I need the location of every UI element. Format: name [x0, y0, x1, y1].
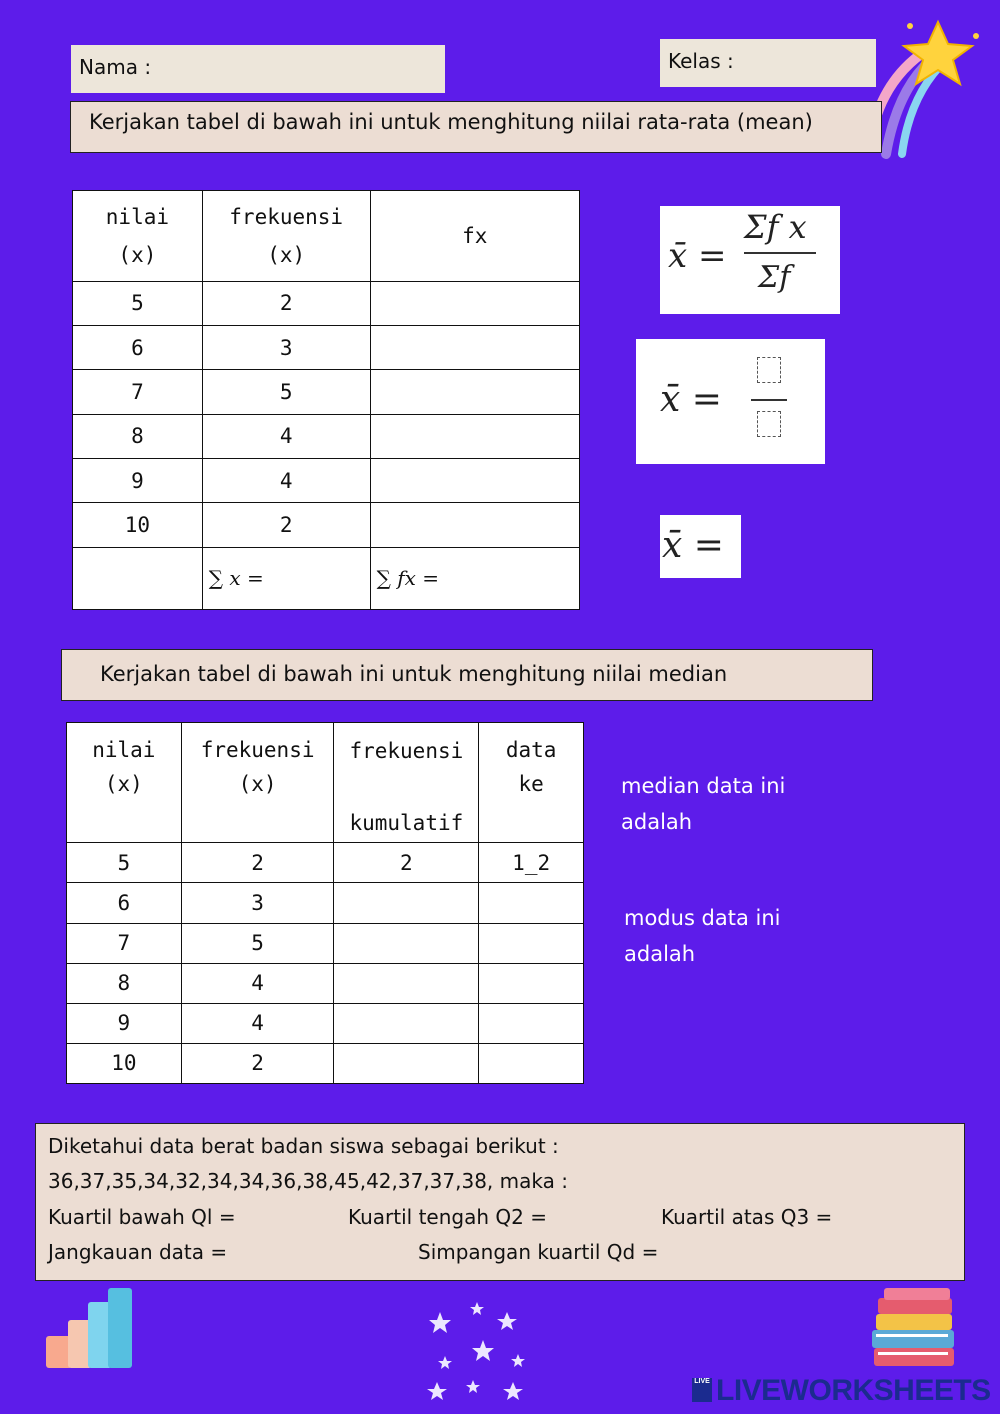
modus-question-line1: modus data ini: [624, 906, 781, 930]
median-instruction: Kerjakan tabel di bawah ini untuk menghitung niilai median: [100, 662, 728, 686]
sum-fx-cell[interactable]: ∑ fx =: [370, 547, 579, 609]
shooting-star-icon: [868, 14, 988, 164]
table-row: [67, 843, 584, 883]
table-row: [67, 963, 584, 1003]
modus-question-line2: adalah: [624, 942, 696, 966]
cell-frekuensi: 4: [181, 1003, 334, 1043]
fraction-bar: [744, 252, 816, 254]
table-row: [67, 883, 584, 923]
fraction-bar: [751, 399, 787, 401]
cell-nilai: 8: [67, 963, 182, 1003]
kelas-label: Kelas :: [668, 49, 734, 73]
sum-empty-cell: [73, 547, 203, 609]
stars-icon: [425, 1300, 530, 1404]
mean-table-header-row: [73, 191, 580, 282]
cell-frekuensi: 2: [202, 281, 370, 325]
cell-data-ke-input[interactable]: [479, 1003, 584, 1043]
formula-denominator: Σf: [758, 260, 791, 295]
quartile-panel: [35, 1123, 965, 1281]
cell-fx-input[interactable]: [370, 281, 579, 325]
median-question-line1: median data ini: [621, 774, 786, 798]
cell-nilai: 5: [67, 843, 182, 883]
cell-kumulatif-input[interactable]: [334, 923, 479, 963]
cell-fx-input[interactable]: [370, 325, 579, 369]
cell-frekuensi: 4: [181, 963, 334, 1003]
header-fx: fx: [370, 191, 579, 282]
mean-formula-blank: [636, 339, 825, 464]
sum-row: [73, 547, 580, 609]
cell-nilai: 10: [73, 503, 203, 547]
cell-frekuensi: 4: [202, 458, 370, 502]
cell-kumulatif-input[interactable]: [334, 963, 479, 1003]
cell-data-ke-input[interactable]: [479, 1043, 584, 1083]
mean-table: [72, 190, 580, 610]
logo-text: LIVEWORKSHEETS: [716, 1374, 991, 1407]
mean-result-box[interactable]: [660, 515, 741, 578]
cell-nilai: 7: [67, 923, 182, 963]
quartile-line1: Diketahui data berat badan siswa sebagai berikut :: [48, 1134, 559, 1158]
range-label[interactable]: Jangkauan data =: [48, 1240, 228, 1264]
formula-blank-lhs: x̄ =: [660, 379, 722, 420]
median-table: [66, 722, 584, 1084]
header-frekuensi: frekuensi (x): [202, 191, 370, 282]
median-question: [621, 768, 785, 840]
kelas-field[interactable]: [660, 39, 876, 87]
cell-nilai: 9: [67, 1003, 182, 1043]
cell-kumulatif-input[interactable]: [334, 883, 479, 923]
cell-frekuensi: 5: [181, 923, 334, 963]
cell-nilai: 5: [73, 281, 203, 325]
q1-label[interactable]: Kuartil bawah Ql =: [48, 1205, 236, 1229]
table-row: [73, 458, 580, 502]
cell-frekuensi: 2: [181, 1043, 334, 1083]
logo-badge: LIVE: [692, 1378, 712, 1402]
cell-data-ke: 1_2: [479, 843, 584, 883]
q2-label[interactable]: Kuartil tengah Q2 =: [348, 1205, 547, 1229]
cell-frekuensi: 2: [181, 843, 334, 883]
cell-nilai: 6: [73, 325, 203, 369]
mean-instruction-panel: [70, 101, 882, 153]
median-table-header-row: [67, 723, 584, 843]
cell-frekuensi: 3: [202, 325, 370, 369]
cell-nilai: 9: [73, 458, 203, 502]
cell-fx-input[interactable]: [370, 458, 579, 502]
median-instruction-panel: [61, 649, 873, 701]
header-nilai: nilai (x): [73, 191, 203, 282]
table-row: [73, 325, 580, 369]
quartile-data-line: 36,37,35,34,32,34,34,36,38,45,42,37,37,38, maka :: [48, 1169, 568, 1193]
cell-frekuensi: 2: [202, 503, 370, 547]
cell-nilai: 6: [67, 883, 182, 923]
books-icon: [868, 1286, 960, 1370]
nama-label: Nama :: [79, 55, 152, 79]
qd-label[interactable]: Simpangan kuartil Qd =: [418, 1240, 659, 1264]
mean-instruction: Kerjakan tabel di bawah ini untuk menghitung niilai rata-rata (mean): [89, 110, 813, 134]
table-row: [73, 503, 580, 547]
cell-data-ke-input[interactable]: [479, 883, 584, 923]
cell-data-ke-input[interactable]: [479, 963, 584, 1003]
table-row: [67, 923, 584, 963]
table-row: [73, 370, 580, 414]
header-frekuensi: frekuensi (x): [181, 723, 334, 843]
table-row: [73, 414, 580, 458]
cell-kumulatif-input[interactable]: [334, 1003, 479, 1043]
cell-kumulatif: 2: [334, 843, 479, 883]
table-row: [67, 1003, 584, 1043]
sum-x-cell[interactable]: ∑ x =: [202, 547, 370, 609]
bar-chart-icon: [44, 1286, 134, 1370]
cell-nilai: 10: [67, 1043, 182, 1083]
cell-fx-input[interactable]: [370, 414, 579, 458]
header-frekuensi-kumulatif: frekuensi kumulatif: [334, 723, 479, 843]
median-question-line2: adalah: [621, 810, 693, 834]
cell-nilai: 7: [73, 370, 203, 414]
numerator-input[interactable]: [757, 357, 781, 383]
cell-fx-input[interactable]: [370, 370, 579, 414]
mean-formula: [660, 206, 840, 314]
denominator-input[interactable]: [757, 411, 781, 437]
table-row: [73, 281, 580, 325]
nama-field[interactable]: [71, 45, 445, 93]
cell-nilai: 8: [73, 414, 203, 458]
formula-result-lhs: x̄ =: [662, 525, 724, 566]
formula-lhs: x̄ =: [668, 236, 727, 276]
cell-data-ke-input[interactable]: [479, 923, 584, 963]
formula-numerator: Σf x: [744, 208, 807, 246]
modus-question: [624, 900, 781, 972]
q3-label[interactable]: Kuartil atas Q3 =: [661, 1205, 833, 1229]
cell-frekuensi: 5: [202, 370, 370, 414]
cell-fx-input[interactable]: [370, 503, 579, 547]
table-row: [67, 1043, 584, 1083]
cell-kumulatif-input[interactable]: [334, 1043, 479, 1083]
header-nilai: nilai (x): [67, 723, 182, 843]
cell-frekuensi: 3: [181, 883, 334, 923]
cell-frekuensi: 4: [202, 414, 370, 458]
header-data-ke: data ke: [479, 723, 584, 843]
